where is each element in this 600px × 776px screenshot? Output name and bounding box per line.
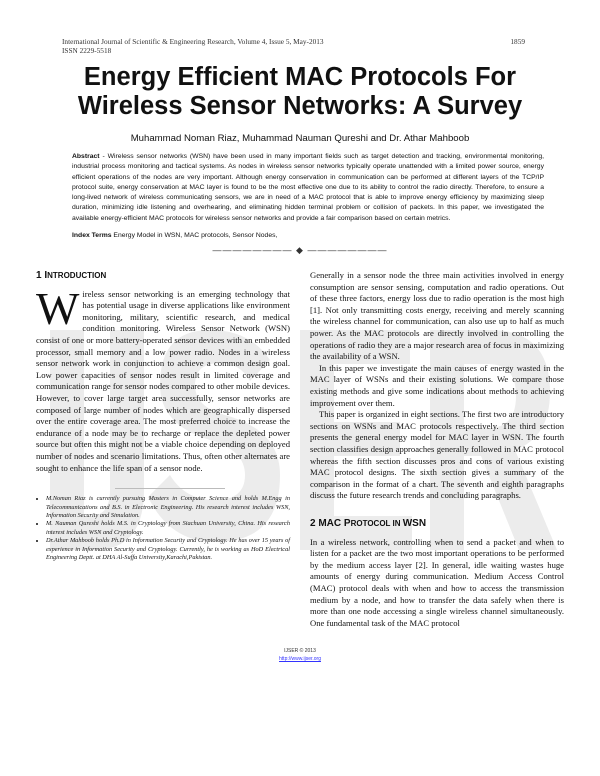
copyright: IJSER © 2013 bbox=[284, 648, 316, 655]
paper-title: Energy Efficient MAC Protocols For Wireless Sensor Networks: A Survey bbox=[77, 63, 523, 120]
authors: Muhammad Noman Riaz, Muhammad Nauman Qureshi and Dr. Athar Mahboob bbox=[130, 133, 470, 144]
journal-name: International Journal of Scientific & Engineering Research, Volume 4, Issue 5, May-2013 bbox=[62, 37, 324, 46]
mac-paragraph-1: In a wireless network, controlling when to send a packet and when to listen for a packet are the two most important operations to be performed by the medium access layer [2]. In general, idle waiting wastes huge amounts of energy during communication. Medium Access Control (MAC) protocol deals with when and how to access the transmission medium by a node, and how to transfer the data safely when there is more than one node accessing a single wireless channel simultaneously. One fundamental task of the MAC protocol bbox=[310, 536, 564, 628]
intro-paragraph-4: This paper is organized in eight sections. The first two are introductory sections on WSNs and MAC protocols respectively. The third section presents the general energy model for MAC layer in WSN. The fourth section classifies design approaches generally followed in MAC protocol whereas the fifth section discusses pros and cons of various existing MAC protocol designs. The sixth section gives a summary of the comparison in the format of a chart. The seventh and eighth paragraphs discuss the future research trends and concluding paragraphs. bbox=[310, 409, 564, 501]
intro-paragraph-2: Generally in a sensor node the three main activities involved in energy consumption are sensor sensing, computation and radio operations. Out of these three factors, energy loss due to radio operation is the most high [1]. Not only transmitting costs energy, receiving and merely scanning the wireless channel for communication, can also use up to half as much power. As the MAC protocols are directly involved in controlling the operations of radio they are a major research area of focus in maximizing the availability of a WSN. bbox=[310, 270, 564, 362]
footnote: • M.Noman Riaz is currently pursuing Masters in Computer Science and holds M.Engg in Telecommunications and B.S. in Electronic Engineering. His research interest includes WSN, Information Security and Simulation. bbox=[46, 495, 290, 520]
section-separator: ———————— ◆ ———————— bbox=[212, 245, 388, 256]
index-terms-text: Energy Model in WSN, MAC protocols, Sensor Nodes, bbox=[111, 232, 278, 240]
left-column bbox=[36, 270, 290, 629]
index-terms-label: Index Terms bbox=[72, 232, 112, 240]
index-terms bbox=[72, 232, 544, 239]
footnote-divider bbox=[115, 488, 225, 489]
body-columns bbox=[36, 270, 564, 629]
abstract-label: Abstract bbox=[72, 153, 100, 160]
abstract bbox=[72, 152, 544, 224]
footnote: • Dr.Athar Mahboob holds Ph.D in Information Security and Cryptology. He has over 15 years of experience in Information Security and Cryptology. Currently, he is working as HoD Electrical Engineering Deptt. at DHA Al-Suffa University,Karachi,Pakistan. bbox=[46, 537, 290, 562]
intro-paragraph-3: In this paper we investigate the main causes of energy wasted in the MAC layer of WSNs and their existing solutions. We compare those existing methods and give some indications about methods to achieving improvement over them. bbox=[310, 362, 564, 408]
footnote: • M. Nauman Qureshi holds M.S. in Cryptology from Siachuan University, China. His research interest includes WSN and Cryptology. bbox=[46, 520, 290, 537]
author-footnotes bbox=[36, 495, 290, 562]
intro-paragraph-1: Wireless sensor networking is an emerging technology that has potential usage in diverse applications like environment monitoring, military, scientific research, and medical condition monitoring. Wireless Sensor Network (WSN) consist of one or more battery-operated sensor devices with an embedded processor, small memory and a low power radio. Nodes in a wireless sensor network work in conjunction to achieve a common design goal. Low power capacities of sensor nodes result in limited coverage and communication range for sensor nodes compared to other mobile devices. However, to cover large target area successfully, sensor networks are composed of large number of nodes which are geographically dispersed over the entire coverage area. The most preferred choice to increase the endurance of a node may be to recharge or replace the depleted power source but often this might not be a viable choice depending on deployed number of nodes and scenario limitations. Thus, often other alternates are sought to enhance the life span of a sensor node. bbox=[36, 282, 290, 473]
journal-link[interactable]: http://www.ijser.org bbox=[279, 656, 321, 663]
section-2-heading: 2 MAC PROTOCOL IN WSN bbox=[310, 517, 427, 529]
abstract-text: - Wireless sensor networks (WSN) have been used in many important fields such as target detection and tracking, environmental monitoring, industrial process monitoring and tactical systems. As nodes in wireless sensor networks typically operate unattended with a limited power source, energy efficient operations of the nodes are very important. Although energy conservation in communication can be performed at different layers of the TCP/IP protocol suite, energy conservation at MAC layer is found to be the most effective one due to its ability to control the radio directly. Therefore, to ensure a long-lived network of wireless communicating sensors, we are in need of a MAC protocol that is able to improve energy efficiency by maximizing sleep duration, minimizing idle listening and overhearing, and eliminating hidden terminal problem or collision of packets. In this paper, we investigated the available energy-efficient MAC protocols for wireless sensor networks and provide a fair comparison based on certain metrics. bbox=[72, 153, 544, 222]
page-footer bbox=[36, 647, 564, 663]
page-number: 1859 bbox=[510, 37, 525, 46]
issn: ISSN 2229-5518 bbox=[62, 46, 112, 55]
right-column bbox=[310, 270, 564, 629]
section-1-heading: 1 INTRODUCTION bbox=[36, 270, 107, 282]
running-header bbox=[36, 37, 564, 55]
drop-cap: W bbox=[36, 282, 80, 334]
